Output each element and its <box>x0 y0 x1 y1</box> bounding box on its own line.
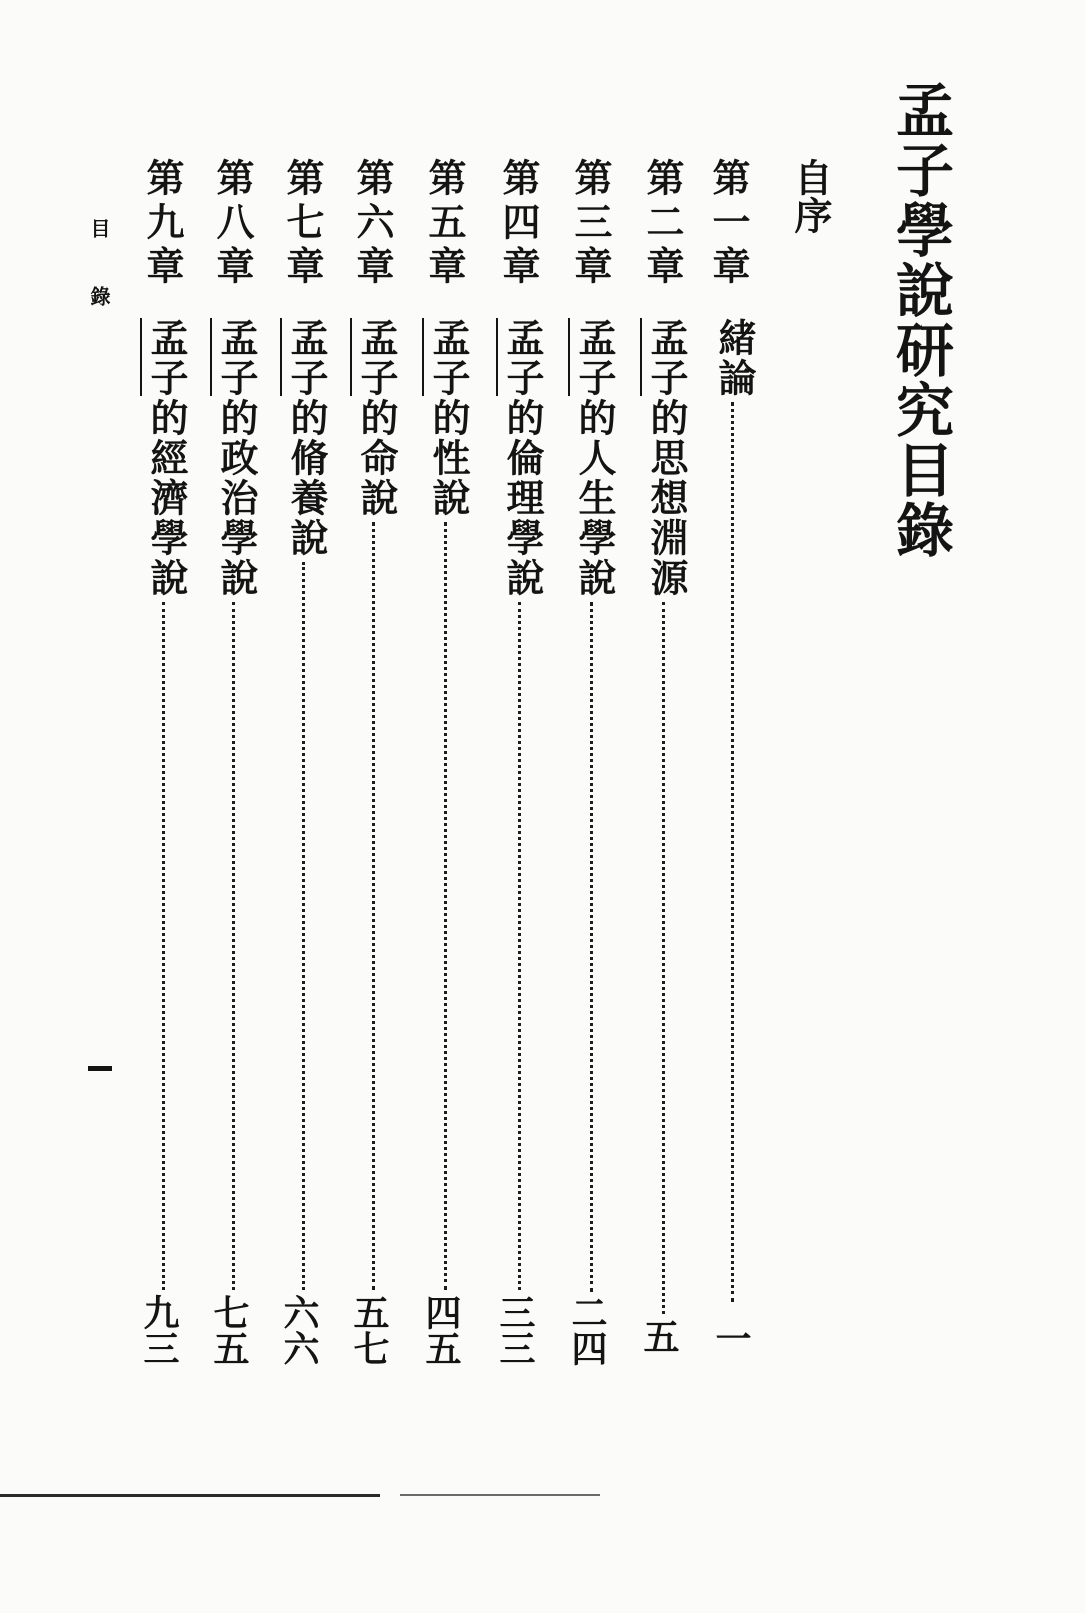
page-number: 九三 <box>138 1294 180 1366</box>
leader-dots <box>302 562 305 1290</box>
proper-noun-mark <box>350 318 352 396</box>
leader-dots <box>444 522 447 1290</box>
chapter-name: 緒論 <box>712 318 757 398</box>
proper-noun-mark <box>496 318 498 396</box>
page-number: 四五 <box>420 1294 462 1366</box>
page-number: 七五 <box>208 1294 250 1366</box>
chapter-label: 第三章 <box>568 158 613 290</box>
chapter-name: 孟子的命說 <box>354 318 399 518</box>
chapter-label: 第七章 <box>280 158 325 290</box>
chapter-label: 第八章 <box>210 158 255 290</box>
proper-noun-mark <box>140 318 142 396</box>
page-number: 二四 <box>566 1294 608 1366</box>
chapter-name: 孟子的思想淵源 <box>644 318 689 598</box>
folio-page-number <box>88 1066 112 1071</box>
running-head: 目錄 <box>87 218 111 354</box>
chapter-label: 第二章 <box>640 158 685 290</box>
leader-dots <box>518 602 521 1290</box>
leader-dots <box>590 602 593 1292</box>
page-number: 六六 <box>278 1294 320 1366</box>
chapter-label: 第一章 <box>706 158 751 290</box>
page-number: 一 <box>710 1320 752 1356</box>
chapter-label: 第四章 <box>496 158 541 290</box>
chapter-name: 孟子的倫理學說 <box>500 318 545 598</box>
chapter-label: 第五章 <box>422 158 467 290</box>
leader-dots <box>232 602 235 1290</box>
preface-entry: 自序 <box>788 158 833 234</box>
chapter-name: 孟子的脩養說 <box>284 318 329 558</box>
leader-dots <box>662 602 665 1314</box>
chapter-name: 孟子的經濟學說 <box>144 318 189 598</box>
page-number: 三三 <box>494 1294 536 1366</box>
proper-noun-mark <box>640 318 642 396</box>
page-number: 五七 <box>348 1294 390 1366</box>
leader-dots <box>731 402 734 1302</box>
leader-dots <box>162 602 165 1290</box>
chapter-name: 孟子的政治學說 <box>214 318 259 598</box>
leader-dots <box>372 522 375 1290</box>
page-number: 五 <box>638 1318 680 1354</box>
chapter-label: 第六章 <box>350 158 395 290</box>
chapter-name: 孟子的性說 <box>426 318 471 518</box>
proper-noun-mark <box>422 318 424 396</box>
proper-noun-mark <box>280 318 282 396</box>
chapter-name: 孟子的人生學說 <box>572 318 617 598</box>
chapter-label: 第九章 <box>140 158 185 290</box>
scan-edge-line <box>400 1494 600 1496</box>
toc-title: 孟子學說研究目錄 <box>886 80 954 560</box>
scan-edge-line <box>0 1494 380 1497</box>
proper-noun-mark <box>210 318 212 396</box>
proper-noun-mark <box>568 318 570 396</box>
